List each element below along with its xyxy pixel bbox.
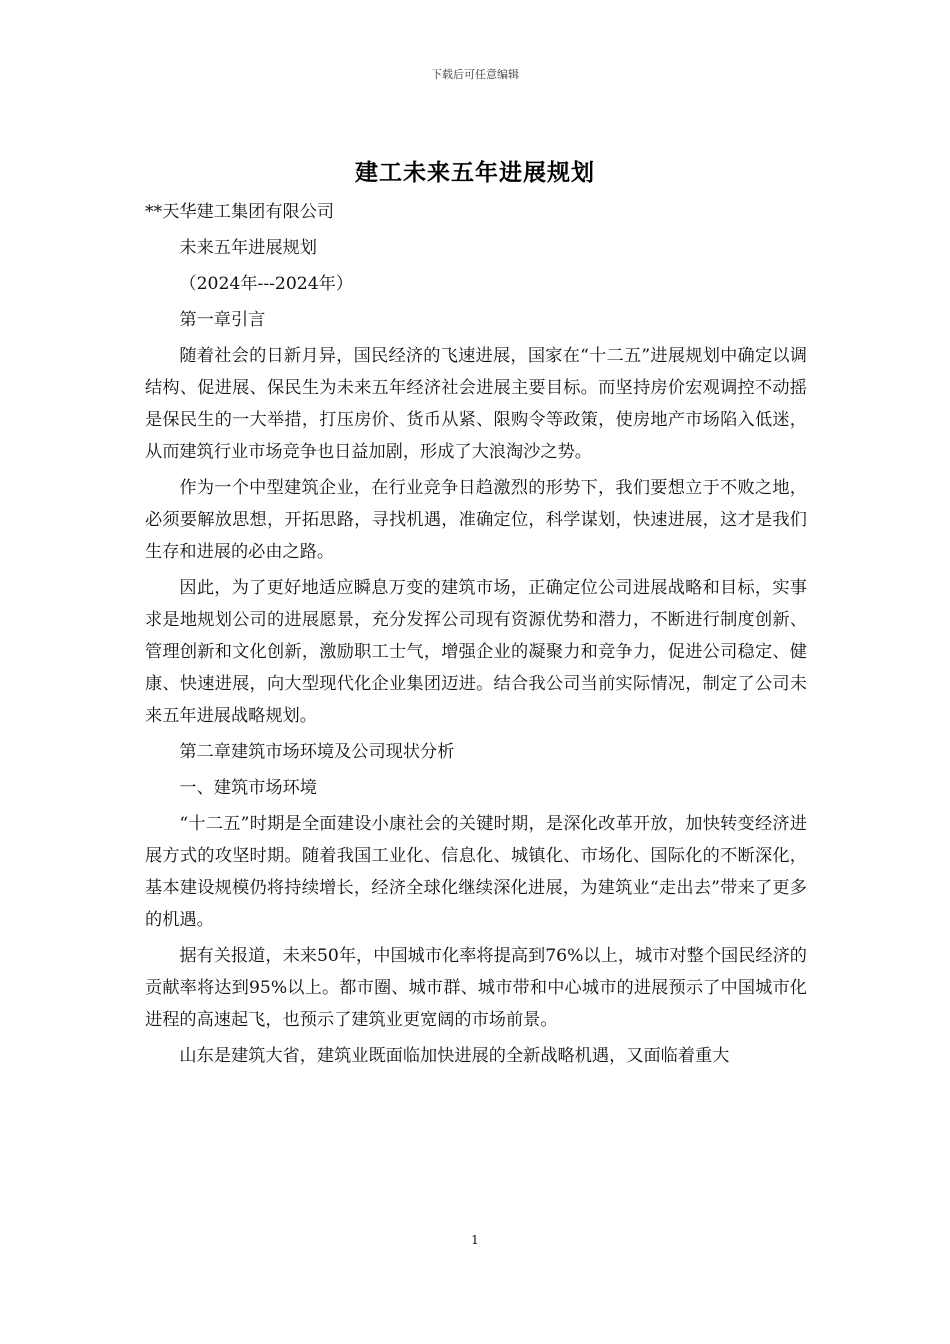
page-number: 1 bbox=[471, 1233, 479, 1247]
paragraph: 据有关报道，未来50年，中国城市化率将提高到76%以上，城市对整个国民经济的贡献率将达到95%以上。都市圈、城市群、城市带和中心城市的进展预示了中国城市化进程的高速起飞，也预示了建筑业更宽阔的市场前景。 bbox=[145, 946, 807, 1030]
paragraph: 作为一个中型建筑企业，在行业竞争日趋激烈的形势下，我们要想立于不败之地，必须要解放思想，开拓思路，寻找机遇，准确定位，科学谋划，快速进展，这才是我们生存和进展的必由之路。 bbox=[145, 478, 807, 562]
paragraph: 随着社会的日新月异，国民经济的飞速进展，国家在“十二五”进展规划中确定以调结构、促进展、保民生为未来五年经济社会进展主要目标。而坚持房价宏观调控不动摇是保民生的一大举措，打压房价、货币从紧、限购令等政策，使房地产市场陷入低迷，从而建筑行业市场竞争也日益加剧，形成了大浪淘沙之势。 bbox=[145, 346, 807, 462]
document-title: 建工未来五年进展规划 bbox=[355, 160, 595, 186]
plan-years: （2024年---2024年） bbox=[179, 274, 354, 294]
section-heading: 一、建筑市场环境 bbox=[179, 778, 317, 798]
paragraph: 因此，为了更好地适应瞬息万变的建筑市场，正确定位公司进展战略和目标，实事求是地规划公司的进展愿景，充分发挥公司现有资源优势和潜力，不断进行制度创新、管理创新和文化创新，激励职工士气，增强企业的凝聚力和竞争力，促进公司稳定、健康、快速进展，向大型现代化企业集团迈进。结合我公司当前实际情况，制定了公司未来五年进展战略规划。 bbox=[145, 578, 807, 726]
company-name: **天华建工集团有限公司 bbox=[145, 202, 335, 222]
paragraph: “十二五”时期是全面建设小康社会的关键时期，是深化改革开放，加快转变经济进展方式的攻坚时期。随着我国工业化、信息化、城镇化、市场化、国际化的不断深化，基本建设规模仍将持续增长，经济全球化继续深化进展，为建筑业“走出去”带来了更多的机遇。 bbox=[145, 814, 807, 930]
chapter-2-heading: 第二章建筑市场环境及公司现状分析 bbox=[179, 742, 455, 762]
page-header: 下载后可任意编辑 bbox=[431, 68, 519, 81]
paragraph: 山东是建筑大省，建筑业既面临加快进展的全新战略机遇，又面临着重大 bbox=[179, 1046, 730, 1066]
plan-subtitle: 未来五年进展规划 bbox=[179, 238, 317, 258]
chapter-1-heading: 第一章引言 bbox=[179, 310, 266, 330]
document-body bbox=[145, 196, 807, 1072]
